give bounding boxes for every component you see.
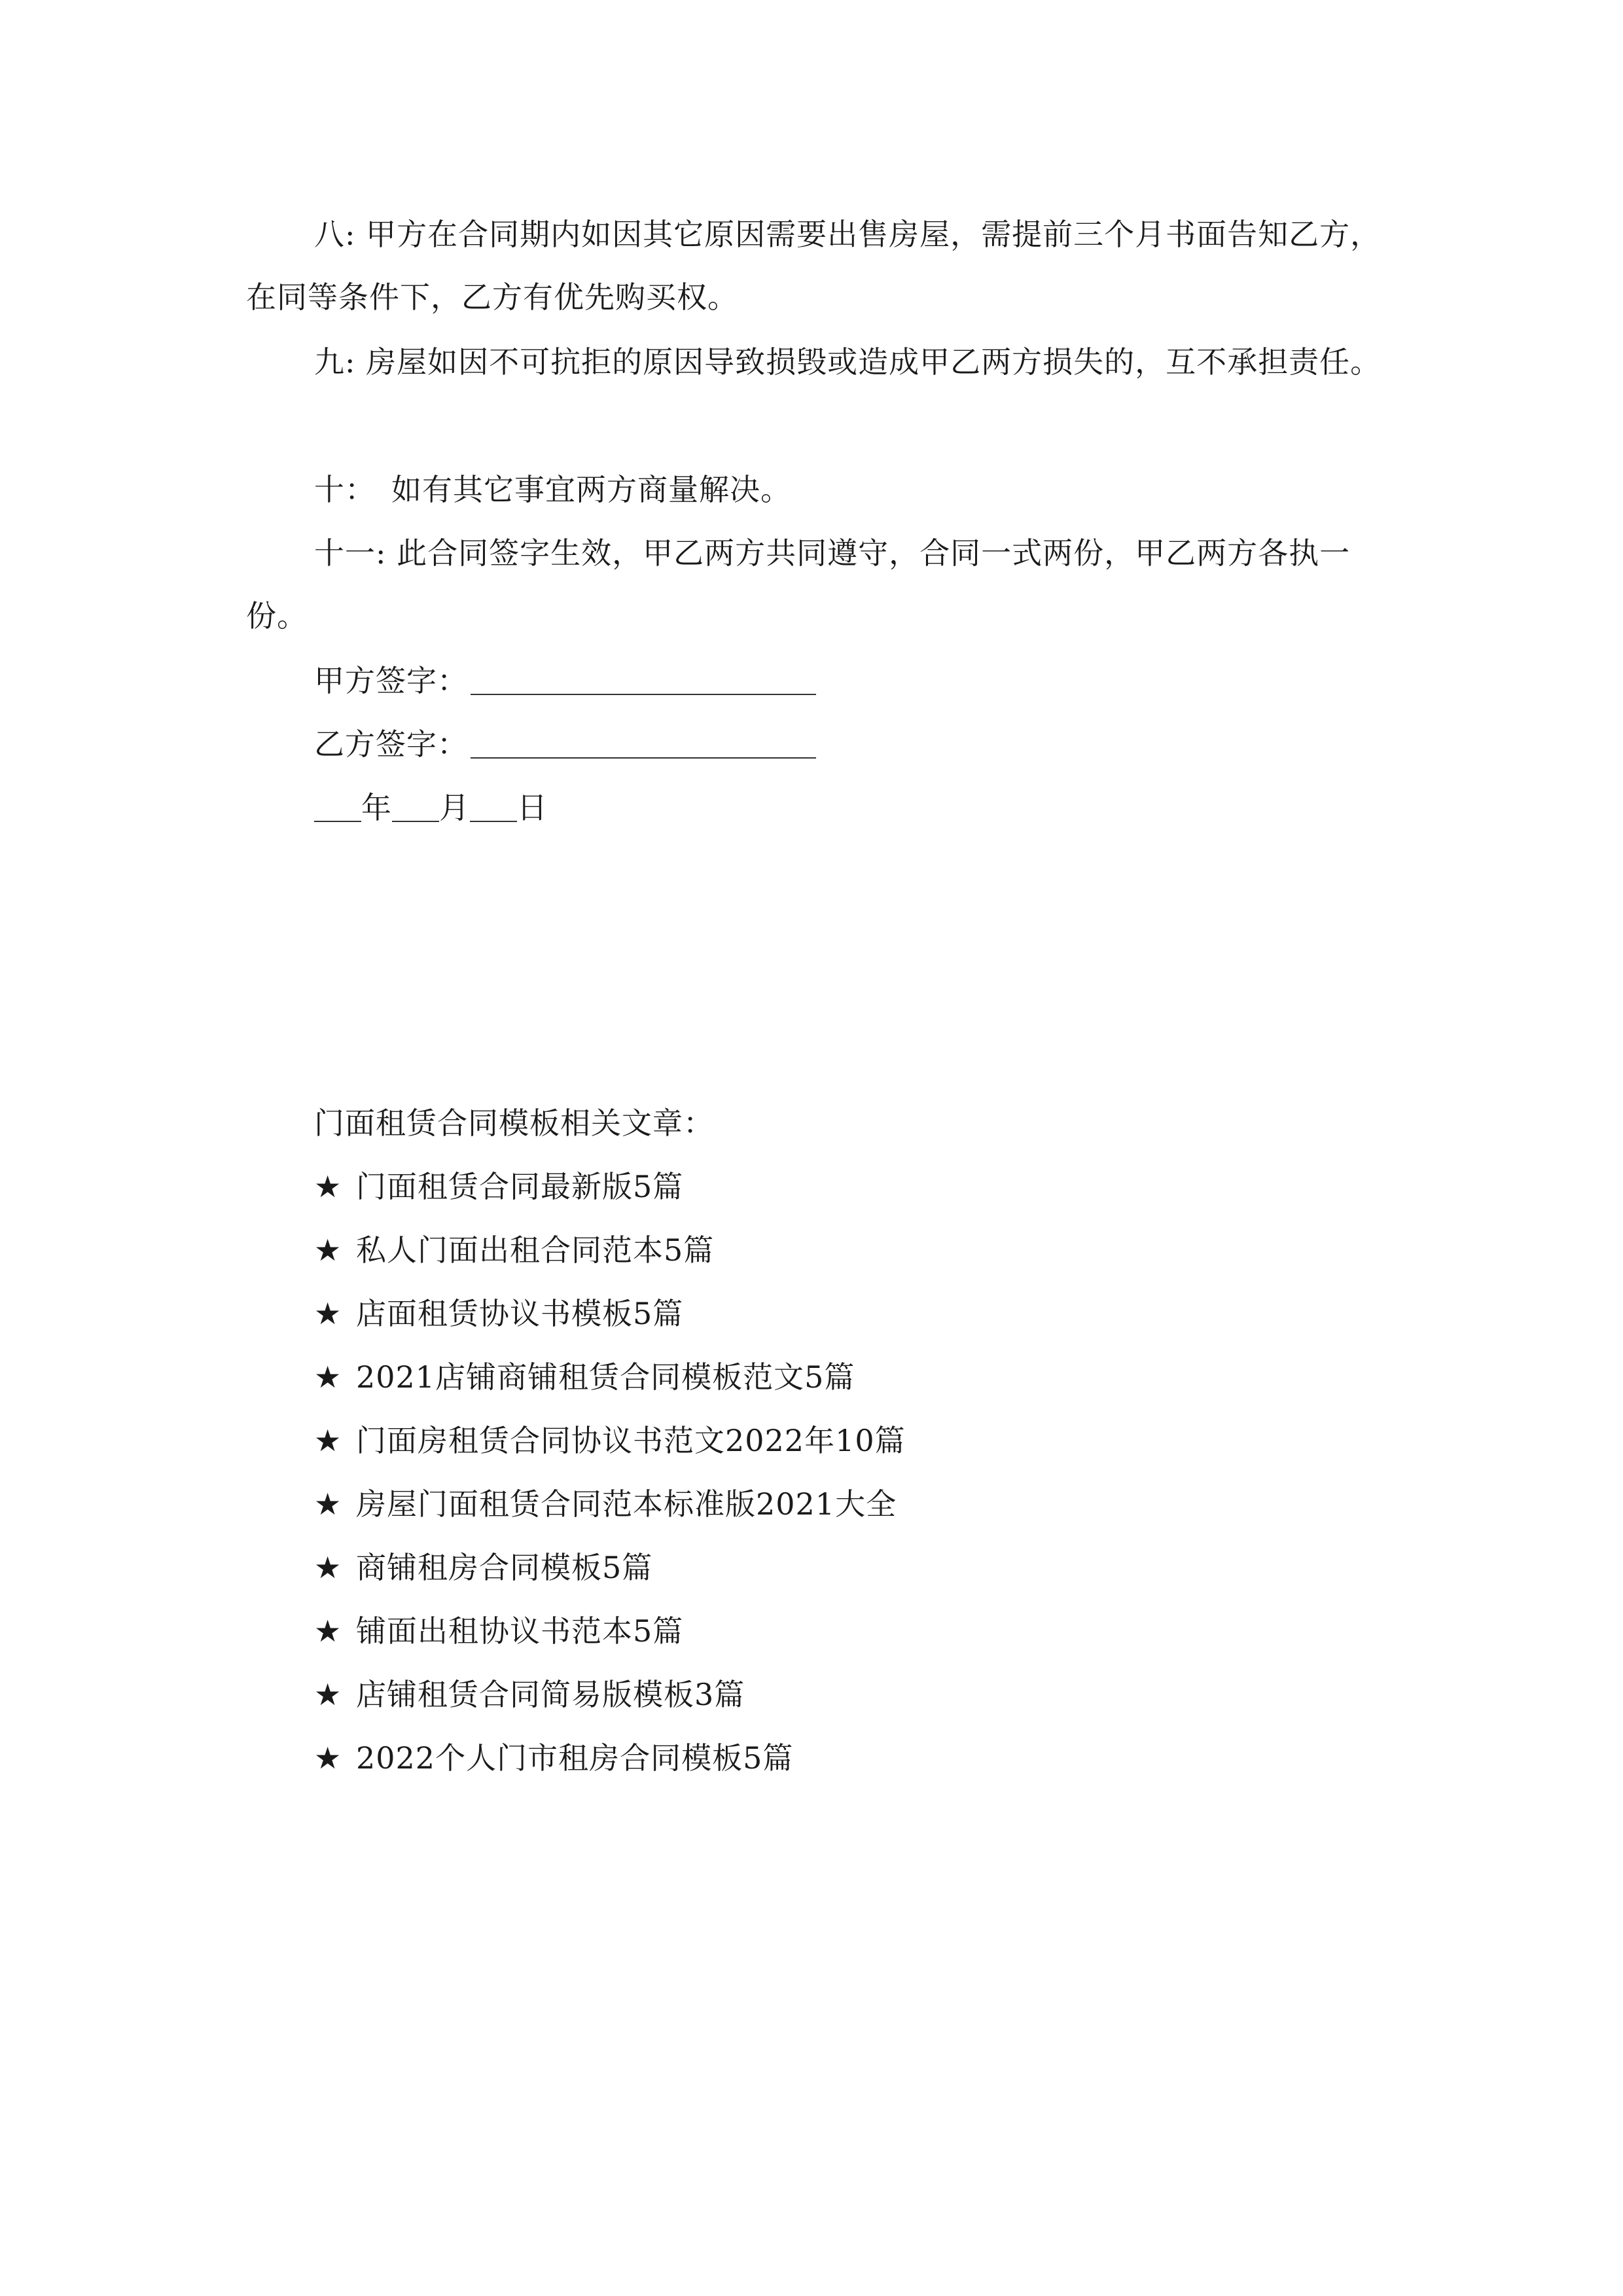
day-label: 日 — [517, 790, 548, 825]
year-blank — [314, 792, 361, 822]
related-article-link[interactable] — [314, 1611, 683, 1651]
related-article-title[interactable]: 店铺租赁合同简易版模板3篇 — [356, 1677, 745, 1712]
star-bullet-icon: ★ — [314, 1740, 342, 1776]
related-article-link[interactable] — [314, 1167, 683, 1206]
related-article-link[interactable] — [314, 1294, 683, 1333]
month-blank — [392, 792, 439, 822]
related-articles-heading: 门面租赁合同模板相关文章： — [314, 1105, 714, 1141]
related-article-title[interactable]: 房屋门面租赁合同范本标准版2021大全 — [356, 1486, 897, 1522]
clause-9: 九: 房屋如因不可抗拒的原因导致损毁或造成甲乙两方损失的，互不承担责任。 — [314, 344, 1382, 380]
star-bullet-icon: ★ — [314, 1296, 342, 1331]
star-bullet-icon: ★ — [314, 1359, 342, 1395]
party-b-signature-label: 乙方签字： — [314, 726, 468, 762]
clause-8: 八: 甲方在合同期内如因其它原因需要出售房屋，需提前三个月书面告知乙方，在同等条件下，乙方有优先购买权。 — [246, 217, 1382, 315]
party-a-signature-line — [314, 661, 816, 700]
related-article-title[interactable]: 门面租赁合同最新版5篇 — [356, 1169, 684, 1204]
related-article-link[interactable] — [314, 1484, 897, 1524]
star-bullet-icon: ★ — [314, 1169, 342, 1204]
party-a-signature-label: 甲方签字： — [314, 663, 468, 698]
related-article-title[interactable]: 门面房租赁合同协议书范文2022年10篇 — [356, 1423, 906, 1458]
star-bullet-icon: ★ — [314, 1677, 342, 1712]
star-bullet-icon: ★ — [314, 1486, 342, 1522]
related-article-link[interactable] — [314, 1675, 745, 1714]
related-article-title[interactable]: 2022个人门市租房合同模板5篇 — [356, 1740, 794, 1776]
date-line — [314, 788, 548, 827]
star-bullet-icon: ★ — [314, 1550, 342, 1585]
related-article-title[interactable]: 店面租赁协议书模板5篇 — [356, 1296, 684, 1331]
party-b-signature-line — [314, 725, 816, 764]
related-article-link[interactable] — [314, 1738, 793, 1778]
related-article-title[interactable]: 商铺租房合同模板5篇 — [356, 1550, 653, 1585]
party-a-signature-blank — [471, 665, 816, 695]
clause-10: 十： 如有其它事宜两方商量解决。 — [314, 472, 791, 507]
related-article-link[interactable] — [314, 1421, 906, 1460]
related-article-link[interactable] — [314, 1230, 714, 1270]
year-label: 年 — [361, 790, 392, 825]
related-article-link[interactable] — [314, 1548, 652, 1587]
related-article-link[interactable] — [314, 1357, 855, 1397]
day-blank — [470, 792, 517, 822]
star-bullet-icon: ★ — [314, 1232, 342, 1268]
related-article-title[interactable]: 私人门面出租合同范本5篇 — [356, 1232, 715, 1268]
clause-11: 十一: 此合同签字生效，甲乙两方共同遵守，合同一式两份，甲乙两方各执一份。 — [246, 535, 1351, 634]
star-bullet-icon: ★ — [314, 1613, 342, 1649]
related-article-title[interactable]: 铺面出租协议书范本5篇 — [356, 1613, 684, 1649]
star-bullet-icon: ★ — [314, 1423, 342, 1458]
party-b-signature-blank — [471, 728, 816, 759]
month-label: 月 — [439, 790, 470, 825]
related-article-title[interactable]: 2021店铺商铺租赁合同模板范文5篇 — [356, 1359, 855, 1395]
